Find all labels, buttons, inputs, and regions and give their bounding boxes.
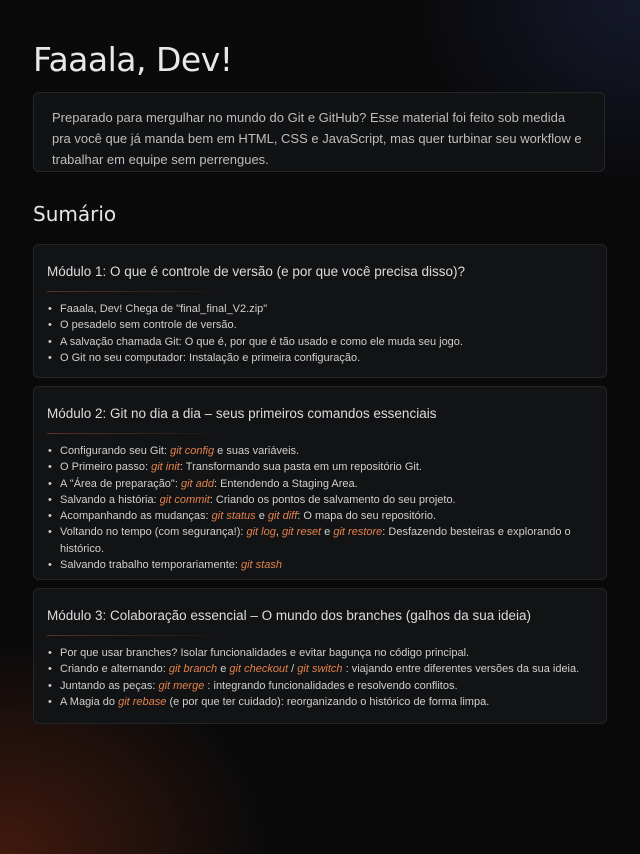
list-item: • A Magia do git rebase (e por que ter cuidado): reorganizando o histórico de forma limpa. bbox=[60, 694, 593, 710]
module-divider bbox=[47, 291, 212, 292]
module-card-3 bbox=[33, 588, 607, 724]
git-command: git add bbox=[180, 477, 214, 490]
git-command: git merge bbox=[158, 679, 205, 692]
git-command: git reset bbox=[281, 526, 322, 539]
module-title: Módulo 3: Colaboração essencial – O mundo dos branches (galhos da sua ideia) bbox=[47, 608, 532, 623]
list-item: • Criando e alternando: git branch e git checkout / git switch : viajando entre diferentes versões da sua ideia. bbox=[60, 661, 593, 677]
list-item: • O Primeiro passo: git init: Transformando sua pasta em um repositório Git. bbox=[60, 459, 593, 475]
module-divider bbox=[47, 433, 212, 434]
git-command: git restore bbox=[333, 526, 383, 539]
module-topic-list bbox=[47, 645, 593, 710]
list-item: • Configurando seu Git: git config e suas variáveis. bbox=[60, 443, 593, 459]
git-command: git init bbox=[151, 461, 180, 474]
list-item: • O pesadelo sem controle de versão. bbox=[60, 317, 593, 333]
module-divider bbox=[47, 635, 212, 636]
list-item: • Juntando as peças: git merge : integrando funcionalidades e resolvendo conflitos. bbox=[60, 678, 593, 694]
summary-heading: Sumário bbox=[33, 202, 117, 226]
list-item: • Salvando trabalho temporariamente: git stash bbox=[60, 557, 593, 573]
module-card-1 bbox=[33, 244, 607, 378]
list-item: • A "Área de preparação": git add: Entendendo a Staging Area. bbox=[60, 476, 593, 492]
list-item: • O Git no seu computador: Instalação e primeira configuração. bbox=[60, 350, 593, 366]
module-topic-list bbox=[47, 443, 593, 573]
git-command: git branch bbox=[168, 663, 218, 676]
module-title: Módulo 2: Git no dia a dia – seus primeiros comandos essenciais bbox=[47, 406, 437, 421]
git-command: git config bbox=[170, 445, 215, 457]
list-item: • A salvação chamada Git: O que é, por que é tão usado e como ele muda seu jogo. bbox=[60, 334, 593, 350]
git-command: git log bbox=[246, 526, 276, 539]
module-title: Módulo 1: O que é controle de versão (e por que você precisa disso)? bbox=[47, 264, 465, 279]
module-card-2 bbox=[33, 386, 607, 580]
git-command: git rebase bbox=[118, 695, 167, 708]
list-item: • Por que usar branches? Isolar funcionalidades e evitar bagunça no código principal. bbox=[60, 645, 593, 661]
git-command: git status bbox=[211, 510, 256, 523]
list-item: • Voltando no tempo (com segurança!): git log, git reset e git restore: Desfazendo besteiras e explorando o histórico. bbox=[60, 524, 593, 557]
module-topic-list bbox=[47, 301, 593, 366]
list-item: • Acompanhando as mudanças: git status e git diff: O mapa do seu repositório. bbox=[60, 508, 593, 524]
intro-box bbox=[33, 92, 605, 172]
page-title: Faaala, Dev! bbox=[33, 40, 233, 79]
list-item: • Faaala, Dev! Chega de "final_final_V2.zip" bbox=[60, 301, 593, 317]
git-command: git commit bbox=[159, 493, 210, 506]
intro-text: Preparado para mergulhar no mundo do Git e GitHub? Esse material foi feito sob medida pra você que já manda bem em HTML, CSS e JavaScript, mas quer turbinar seu workflow e trabalhar em equipe sem perrengues. bbox=[52, 110, 582, 167]
git-command: git diff bbox=[267, 510, 298, 523]
git-command: git switch bbox=[297, 663, 343, 676]
list-item: • Salvando a história: git commit: Criando os pontos de salvamento do seu projeto. bbox=[60, 492, 593, 508]
git-command: git stash bbox=[241, 559, 282, 572]
git-command: git checkout bbox=[229, 663, 289, 676]
